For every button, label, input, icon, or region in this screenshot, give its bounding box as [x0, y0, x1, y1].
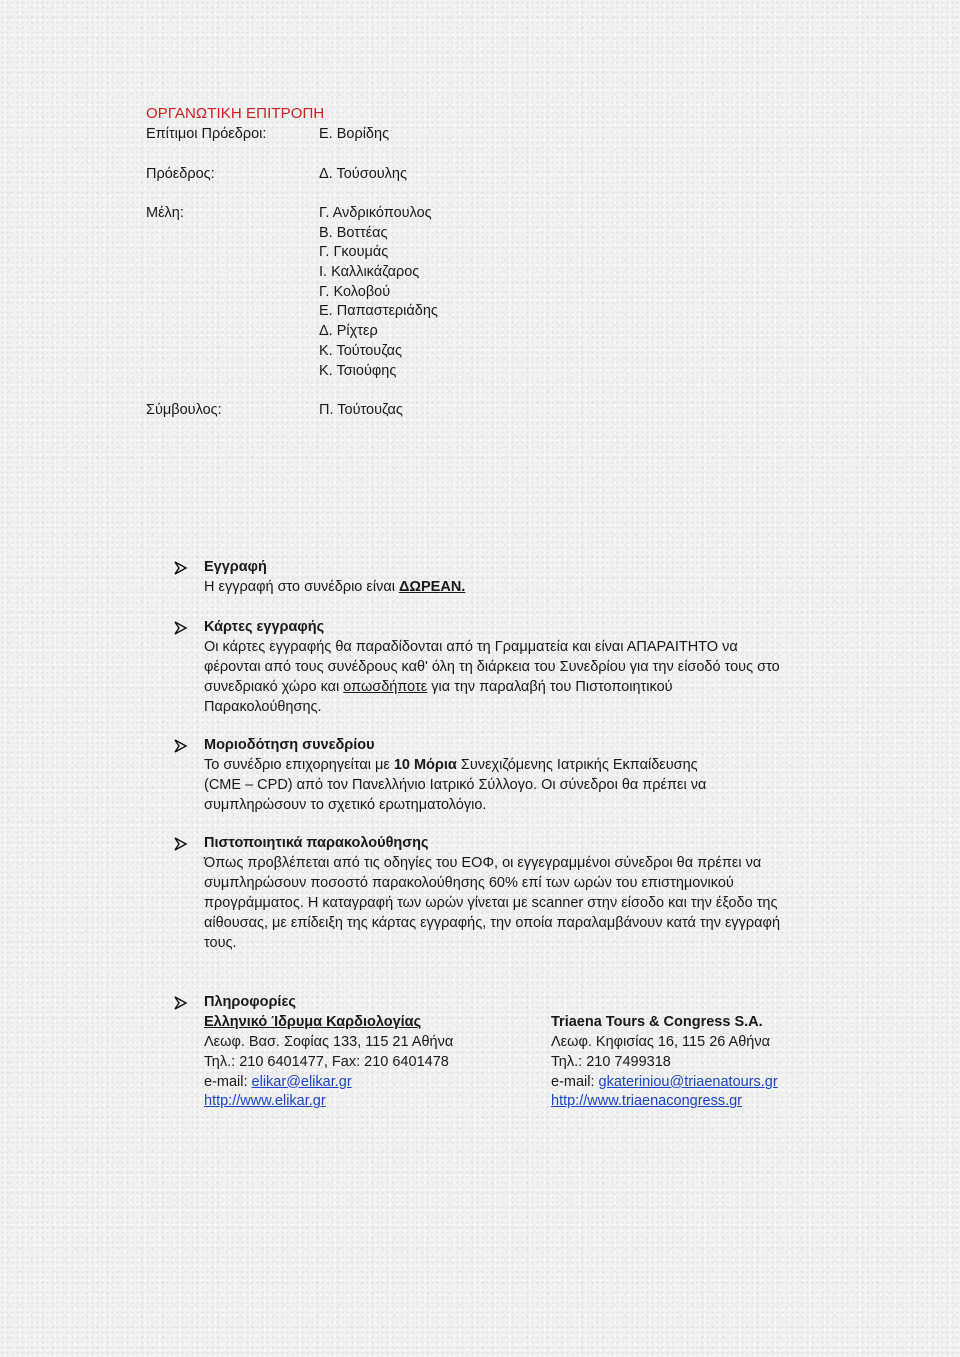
contact-phone: Τηλ.: 210 7499318 — [551, 1053, 671, 1070]
member-name: Δ. Ρίχτερ — [319, 323, 378, 340]
certificates-title: Πιστοποιητικά παρακολούθησης — [204, 835, 429, 851]
certificates-section — [172, 834, 812, 953]
contact-address: Λεωφ. Κηφισίας 16, 115 26 Αθήνα — [551, 1033, 770, 1050]
member-name: Γ. Γκουμάς — [319, 244, 389, 261]
cards-line: Οι κάρτες εγγραφής θα παραδίδονται από τη Γραμματεία και είναι ΑΠΑΡΑΙΤΗΤΟ να — [204, 638, 738, 655]
honorary-presidents-label: Επίτιμοι Πρόεδροι: — [146, 126, 267, 142]
website-link[interactable]: http://www.triaenacongress.gr — [551, 1093, 743, 1110]
advisor-name: Π. Τούτουζας — [319, 402, 403, 418]
credits-section — [172, 736, 812, 816]
honorary-president-name: Ε. Βορίδης — [319, 126, 390, 142]
credits-line: (CME – CPD) από τον Πανελλήνιο Ιατρικό Σύλλογο. Οι σύνεδροι θα πρέπει να — [204, 776, 707, 793]
certificates-line: αίθουσας, με επίδειξη της κάρτας εγγραφής, την οποία παραλαμβάνουν κατά την εγγραφή — [204, 914, 781, 931]
registration-free-emphasis: ΔΩΡΕΑΝ. — [398, 578, 466, 595]
cards-line: φέρονται από τους συνέδρους καθ' όλη τη διάρκεια του Συνεδρίου για την είσοδό τους στο — [204, 658, 780, 675]
certificates-line: Όπως προβλέπεται από τις οδηγίες του ΕΟΦ, οι εγγεγραμμένοι σύνεδροι θα πρέπει να — [204, 854, 762, 871]
arrow-bullet-icon — [172, 559, 190, 577]
contacts — [204, 1013, 812, 1113]
committee-title: ΟΡΓΑΝΩΤΙΚΗ ΕΠΙΤΡΟΠΗ — [146, 105, 325, 122]
member-name: Ε. Παπαστεριάδης — [319, 303, 438, 320]
contact-left — [204, 1013, 453, 1112]
certificates-line: συμπληρώσουν ποσοστό παρακολούθησης 60% επί των ωρών του επιστημονικού — [204, 874, 734, 891]
member-name: Κ. Τούτουζας — [319, 342, 403, 359]
info-title: Πληροφορίες — [204, 994, 296, 1010]
contact-phone: Τηλ.: 210 6401477, Fax: 210 6401478 — [204, 1053, 449, 1070]
credits-title: Μοριοδότηση συνεδρίου — [204, 737, 375, 753]
cards-line: συνεδριακό χώρο και οπωσδήποτε για την παραλαβή του Πιστοποιητικού — [204, 678, 673, 695]
advisor-label: Σύμβουλος: — [146, 402, 222, 418]
contact-email-row: e-mail: gkateriniou@triaenatours.gr — [551, 1073, 778, 1090]
member-name: Κ. Τσιούφης — [319, 362, 397, 379]
arrow-bullet-icon — [172, 835, 190, 853]
cards-underlined-word: οπωσδήποτε — [343, 678, 428, 695]
member-name: Β. Βοττέας — [319, 224, 388, 241]
cards-title: Κάρτες εγγραφής — [204, 619, 325, 635]
member-name: Γ. Κολοβού — [319, 283, 391, 300]
credits-line: Το συνέδριο επιχορηγείται με 10 Μόρια Συνεχιζόμενης Ιατρικής Εκπαίδευσης — [204, 756, 698, 773]
member-name: Ι. Καλλικάζαρος — [319, 264, 420, 281]
member-name: Γ. Ανδρικόπουλος — [319, 205, 432, 221]
contact-address: Λεωφ. Βασ. Σοφίας 133, 115 21 Αθήνα — [204, 1033, 454, 1050]
info-section — [172, 993, 812, 1113]
contact-right — [551, 1013, 778, 1112]
registration-section — [172, 558, 812, 598]
certificates-line: προγράμματος. Η καταγραφή των ωρών γίνεται με scanner στην είσοδο και την έξοδο της — [204, 894, 778, 911]
email-link[interactable]: elikar@elikar.gr — [251, 1073, 352, 1090]
credits-points: 10 Μόρια — [393, 756, 457, 773]
arrow-bullet-icon — [172, 994, 190, 1012]
email-link[interactable]: gkateriniou@triaenatours.gr — [598, 1073, 778, 1090]
certificates-line: τους. — [204, 934, 237, 951]
website-link[interactable]: http://www.elikar.gr — [204, 1093, 326, 1110]
contact-org: Ελληνικό Ίδρυμα Καρδιολογίας — [204, 1013, 422, 1030]
registration-title: Εγγραφή — [204, 559, 267, 575]
credits-line: συμπληρώσουν το σχετικό ερωτηματολόγιο. — [204, 796, 487, 813]
members-list — [319, 204, 438, 381]
contact-email-row: e-mail: elikar@elikar.gr — [204, 1073, 352, 1090]
arrow-bullet-icon — [172, 737, 190, 755]
president-name: Δ. Τούσουλης — [319, 166, 407, 182]
president-label: Πρόεδρος: — [146, 166, 215, 182]
cards-line: Παρακολούθησης. — [204, 698, 322, 715]
arrow-bullet-icon — [172, 619, 190, 637]
registration-text: Η εγγραφή στο συνέδριο είναι ΔΩΡΕΑΝ. — [204, 578, 466, 595]
contact-org: Triaena Tours & Congress S.A. — [551, 1013, 763, 1030]
cards-section — [172, 618, 812, 718]
members-label: Μέλη: — [146, 205, 184, 221]
